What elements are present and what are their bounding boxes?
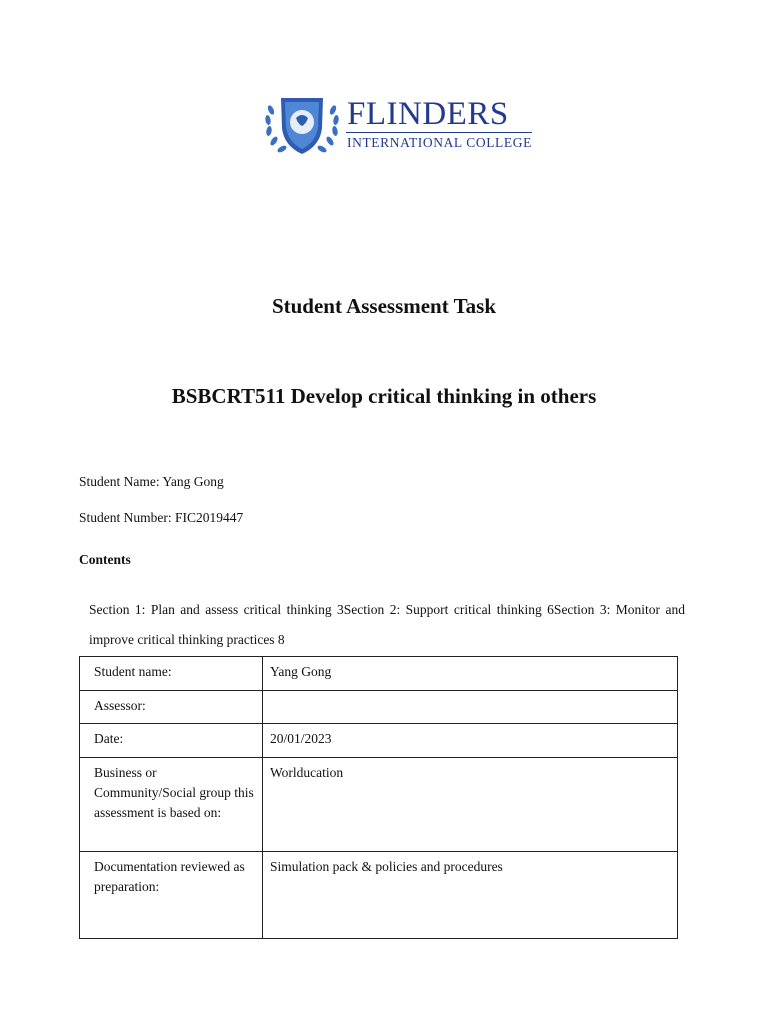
table-cell-value: 20/01/2023 <box>263 724 678 758</box>
table-cell-label: Assessor: <box>80 691 263 724</box>
table-row <box>80 724 678 758</box>
table-cell-value: Yang Gong <box>263 657 678 691</box>
document-title: Student Assessment Task <box>271 294 497 318</box>
table-cell-label: Student name: <box>80 657 263 691</box>
college-logo <box>262 92 537 158</box>
table-cell-value: Simulation pack & policies and procedures <box>263 852 678 939</box>
table-cell-label: Documentation reviewed as preparation: <box>80 852 263 939</box>
student-number-line: Student Number: FIC2019447 <box>79 510 244 525</box>
table-row <box>80 852 678 939</box>
table-row <box>80 691 678 724</box>
logo-subtitle: INTERNATIONAL COLLEGE <box>347 135 532 150</box>
table-cell-value: Worlducation <box>263 758 678 852</box>
table-row <box>80 657 678 691</box>
shield-laurel-icon <box>262 92 342 158</box>
logo-divider <box>346 132 532 133</box>
table-row <box>80 758 678 852</box>
table-cell-label: Date: <box>80 724 263 758</box>
student-name-line: Student Name: Yang Gong <box>79 474 224 489</box>
table-of-contents: Section 1: Plan and assess critical thinking 3Section 2: Support critical thinking 6Section 3: Monitor and improve critical thinking practices 8 <box>89 602 685 647</box>
assessment-info-table <box>79 656 678 939</box>
table-cell-label: Business or Community/Social group this assessment is based on: <box>80 758 263 852</box>
logo-name: FLINDERS <box>347 96 509 132</box>
contents-heading: Contents <box>79 552 131 567</box>
unit-title: BSBCRT511 Develop critical thinking in others <box>171 384 597 408</box>
table-cell-value <box>263 691 678 724</box>
